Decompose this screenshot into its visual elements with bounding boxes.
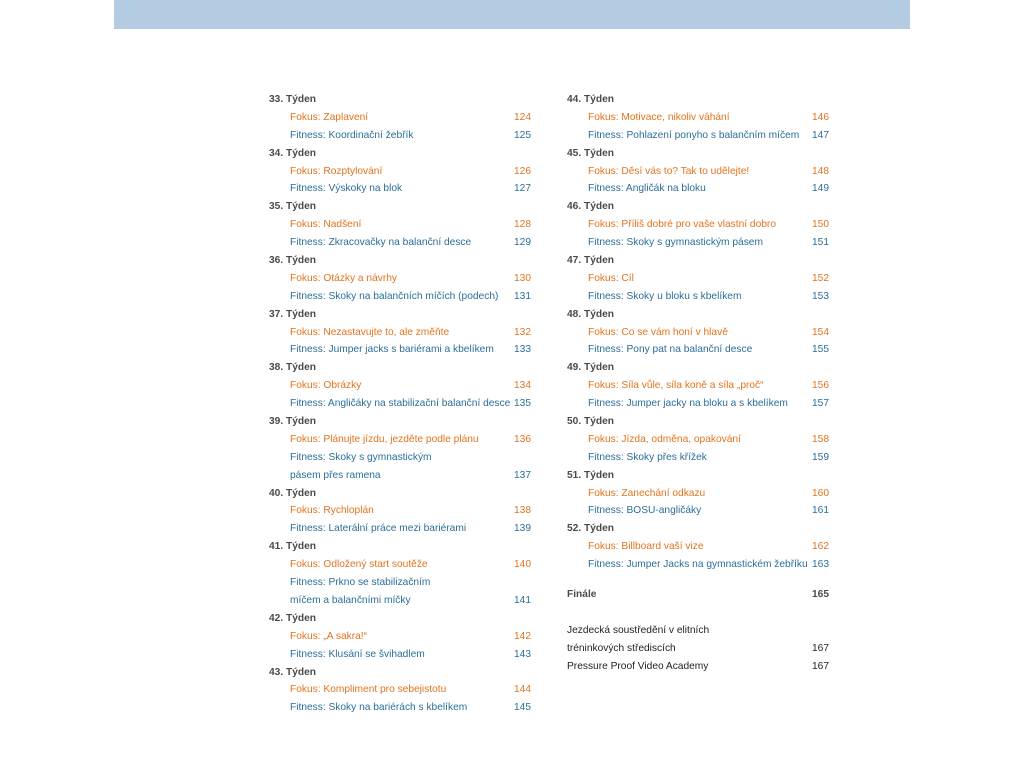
toc-entry-fitness[interactable]: [269, 341, 531, 359]
week-heading: 52. Týden: [567, 523, 614, 535]
entry-title: Fitness: Výskoky na blok: [290, 183, 403, 195]
entry-page: 147: [812, 129, 829, 141]
entry-page: 149: [812, 183, 829, 195]
entry-title: Fokus: Příliš dobré pro vaše vlastní dobro: [588, 219, 776, 231]
week-heading: 47. Týden: [567, 255, 614, 267]
week-heading: 45. Týden: [567, 147, 614, 159]
toc-entry-focus[interactable]: [269, 431, 531, 449]
entry-title: Fitness: BOSU-angličáky: [588, 505, 702, 517]
entry-page: 154: [812, 326, 829, 338]
toc-entry-fitness[interactable]: [269, 520, 531, 538]
toc-entry-fitness[interactable]: [567, 341, 829, 359]
entry-page: 129: [514, 237, 531, 249]
toc-entry-focus[interactable]: [567, 324, 829, 342]
toc-column-right: [567, 91, 829, 676]
toc-entry-fitness[interactable]: [567, 395, 829, 413]
entry-title: Fitness: Zkracovačky na balanční desce: [290, 237, 472, 249]
entry-page: 138: [514, 505, 531, 517]
toc-extra-2[interactable]: [567, 658, 829, 676]
toc-entry-fitness[interactable]: [269, 127, 531, 145]
entry-page: 135: [514, 398, 531, 410]
week-heading: 39. Týden: [269, 416, 316, 428]
entry-title: Fokus: Rychloplán: [290, 505, 374, 517]
entry-page: 124: [514, 111, 531, 123]
toc-entry-focus[interactable]: [269, 681, 531, 699]
entry-page: 128: [514, 219, 531, 231]
entry-title: Fokus: Plánujte jízdu, jezděte podle plánu: [290, 433, 479, 445]
week-heading: 44. Týden: [567, 94, 614, 105]
entry-title-cont: míčem a balančními míčky: [290, 594, 411, 606]
entry-title: Fokus: Nadšení: [290, 219, 362, 231]
toc-entry-focus[interactable]: [567, 485, 829, 503]
entry-title: Fitness: Skoky na balančních míčích (podech): [290, 290, 499, 302]
toc-column-left: [269, 91, 531, 717]
toc-entry-fitness[interactable]: [269, 180, 531, 198]
entry-title: Fokus: „A sakra!“: [290, 630, 367, 642]
entry-title: Fitness: Pony pat na balanční desce: [588, 344, 753, 356]
entry-page: 126: [514, 165, 531, 177]
toc-entry-fitness[interactable]: [567, 288, 829, 306]
entry-title: Fokus: Zanechání odkazu: [588, 487, 706, 499]
entry-page: 161: [812, 505, 829, 517]
extra-1-title: Jezdecká soustředění v elitních: [567, 624, 710, 636]
toc-entry-focus[interactable]: [567, 431, 829, 449]
entry-title: Fitness: Pohlazení ponyho s balančním míčem: [588, 129, 800, 141]
entry-title: Fitness: Prkno se stabilizačním: [290, 577, 431, 589]
toc-entry-focus[interactable]: [269, 163, 531, 181]
entry-page: 142: [514, 630, 531, 642]
entry-title: Fitness: Jumper jacky na bloku a s kbelíkem: [588, 398, 788, 410]
toc-entry-fitness[interactable]: [567, 127, 829, 145]
extra-1-title-cont: tréninkových střediscích: [567, 642, 676, 654]
toc-entry-focus[interactable]: [567, 216, 829, 234]
entry-title: Fokus: Odložený start soutěže: [290, 559, 428, 571]
week-heading: 34. Týden: [269, 147, 316, 159]
toc-entry-focus[interactable]: [269, 628, 531, 646]
entry-page: 159: [812, 451, 829, 463]
entry-title: Fitness: Jumper Jacks na gymnastickém žebříku: [588, 559, 808, 571]
entry-title: Fitness: Jumper jacks s bariérami a kbelíkem: [290, 344, 494, 356]
week-heading: 51. Týden: [567, 469, 614, 481]
entry-page: 160: [812, 487, 829, 499]
entry-page: 163: [812, 559, 829, 571]
toc-entry-focus[interactable]: [269, 502, 531, 520]
entry-page: 143: [514, 648, 531, 660]
entry-title: Fokus: Rozptylování: [290, 165, 383, 177]
entry-page: 141: [514, 594, 531, 606]
entry-page: 137: [514, 469, 531, 481]
week-heading: 49. Týden: [567, 362, 614, 374]
toc-extra-1-cont[interactable]: [567, 640, 829, 658]
toc-entry-focus[interactable]: [567, 109, 829, 127]
entry-page: 127: [514, 183, 531, 195]
toc-entry-focus[interactable]: [269, 109, 531, 127]
entry-page: 131: [514, 290, 531, 302]
entry-page: 140: [514, 559, 531, 571]
week-heading: 40. Týden: [269, 487, 316, 499]
toc-entry-focus[interactable]: [269, 216, 531, 234]
week-heading: 36. Týden: [269, 255, 316, 267]
finale-label: Finále: [567, 589, 597, 601]
entry-title-cont: pásem přes ramena: [290, 469, 381, 481]
toc-entry-fitness[interactable]: [567, 449, 829, 467]
entry-page: 146: [812, 111, 829, 123]
spacer: [567, 604, 829, 622]
entry-title: Fokus: Cíl: [588, 272, 634, 284]
toc-extra-1[interactable]: [567, 622, 829, 640]
week-heading: 35. Týden: [269, 201, 316, 213]
toc-entry-focus[interactable]: [269, 324, 531, 342]
entry-page: 156: [812, 380, 829, 392]
entry-page: 150: [812, 219, 829, 231]
entry-page: 145: [514, 702, 531, 714]
toc-entry-fitness[interactable]: [269, 395, 531, 413]
extra-2-page: 167: [812, 660, 829, 672]
finale-page: 165: [812, 589, 829, 601]
entry-page: 157: [812, 398, 829, 410]
entry-title: Fokus: Jízda, odměna, opakování: [588, 433, 741, 445]
entry-title: Fokus: Billboard vaší vize: [588, 541, 704, 553]
entry-page: 132: [514, 326, 531, 338]
toc-entry-fitness[interactable]: [567, 180, 829, 198]
toc-entry-fitness[interactable]: [567, 502, 829, 520]
header-bar: [114, 0, 910, 29]
entry-page: 134: [514, 380, 531, 392]
entry-title: Fokus: Co se vám honí v hlavě: [588, 326, 728, 338]
week-heading: 50. Týden: [567, 416, 614, 428]
week-heading: 37. Týden: [269, 308, 316, 320]
entry-page: 136: [514, 433, 531, 445]
week-heading: 43. Týden: [269, 666, 316, 678]
entry-page: 130: [514, 272, 531, 284]
toc-entry-fitness[interactable]: [269, 699, 531, 717]
week-heading: 42. Týden: [269, 612, 316, 624]
entry-title: Fokus: Obrázky: [290, 380, 362, 392]
entry-page: 152: [812, 272, 829, 284]
entry-title: Fokus: Motivace, nikoliv váhání: [588, 111, 730, 123]
entry-title: Fitness: Koordinační žebřík: [290, 129, 414, 141]
entry-title: Fokus: Síla vůle, síla koně a síla „proč“: [588, 380, 764, 392]
toc-entry-fitness[interactable]: [269, 234, 531, 252]
week-heading: 33. Týden: [269, 94, 316, 105]
toc-entry-focus[interactable]: [567, 377, 829, 395]
toc-entry-focus[interactable]: [269, 270, 531, 288]
toc-entry-focus[interactable]: [567, 538, 829, 556]
week-heading: 46. Týden: [567, 201, 614, 213]
entry-page: 139: [514, 523, 531, 535]
entry-page: 162: [812, 541, 829, 553]
entry-page: 151: [812, 237, 829, 249]
entry-page: 155: [812, 344, 829, 356]
entry-page: 148: [812, 165, 829, 177]
entry-title: Fitness: Skoky s gymnastickým: [290, 451, 432, 463]
toc-entry-fitness[interactable]: [567, 556, 829, 574]
entry-title: Fitness: Angličák na bloku: [588, 183, 706, 195]
entry-page: 125: [514, 129, 531, 141]
entry-page: 133: [514, 344, 531, 356]
toc-entry-fitness[interactable]: [269, 449, 531, 467]
toc-entry-fitness-cont[interactable]: [269, 467, 531, 485]
extra-2-title: Pressure Proof Video Academy: [567, 660, 709, 672]
entry-title: Fokus: Otázky a návrhy: [290, 272, 398, 284]
entry-page: 144: [514, 684, 531, 696]
toc-entry-focus[interactable]: [269, 556, 531, 574]
entry-title: Fokus: Kompliment pro sebejistotu: [290, 684, 447, 696]
extra-1-page: 167: [812, 642, 829, 654]
toc-entry-fitness-cont[interactable]: [269, 592, 531, 610]
toc-entry-focus[interactable]: [567, 163, 829, 181]
entry-title: Fokus: Zaplavení: [290, 111, 369, 123]
entry-page: 153: [812, 290, 829, 302]
entry-title: Fitness: Klusání se švihadlem: [290, 648, 425, 660]
entry-title: Fitness: Skoky na bariérách s kbelíkem: [290, 702, 468, 714]
spacer: [567, 574, 829, 586]
toc-entry-fitness[interactable]: [269, 646, 531, 664]
entry-title: Fitness: Skoky přes křížek: [588, 451, 707, 463]
entry-title: Fitness: Angličáky na stabilizační balanční desce: [290, 398, 511, 410]
toc-entry-focus[interactable]: [567, 270, 829, 288]
toc-finale[interactable]: [567, 586, 829, 604]
entry-title: Fokus: Nezastavujte to, ale změňte: [290, 326, 450, 338]
entry-title: Fitness: Skoky s gymnastickým pásem: [588, 237, 763, 249]
entry-page: 158: [812, 433, 829, 445]
week-heading: 48. Týden: [567, 308, 614, 320]
toc-entry-fitness[interactable]: [269, 574, 531, 592]
toc-weeks-right: [567, 91, 829, 574]
toc-entry-fitness[interactable]: [269, 288, 531, 306]
entry-title: Fitness: Laterální práce mezi bariérami: [290, 523, 467, 535]
week-heading: 41. Týden: [269, 541, 316, 553]
toc-entry-focus[interactable]: [269, 377, 531, 395]
toc-entry-fitness[interactable]: [567, 234, 829, 252]
entry-title: Fitness: Skoky u bloku s kbelíkem: [588, 290, 742, 302]
entry-title: Fokus: Děsí vás to? Tak to udělejte!: [588, 165, 750, 177]
week-heading: 38. Týden: [269, 362, 316, 374]
